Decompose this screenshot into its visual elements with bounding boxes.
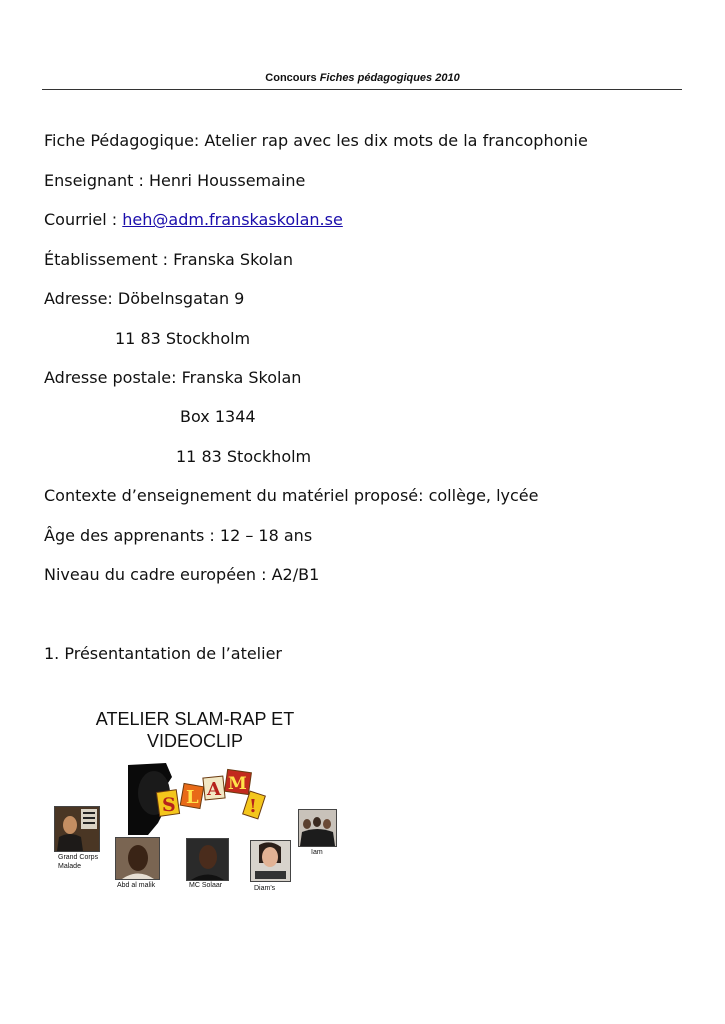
header-italic: Fiches pédagogiques 2010 [319, 72, 460, 84]
age-line: Âge des apprenants : 12 – 18 ans [44, 526, 313, 545]
context-line: Contexte d’enseignement du matériel proposé: collège, lycée [44, 486, 539, 505]
postal-city: 11 83 Stockholm [176, 447, 312, 466]
email-link[interactable]: heh@adm.franskaskolan.se [122, 210, 343, 229]
slam-logo [128, 763, 268, 835]
caption-mc-solaar: MC Solaar [189, 882, 223, 889]
email-line [44, 210, 343, 230]
artist-photo-mc-solaar [186, 838, 229, 881]
slam-letter-l: L [186, 787, 199, 808]
caption-grand-corps-malade: Grand Corps Malade [58, 854, 99, 870]
level-line: Niveau du cadre européen : A2/B1 [44, 565, 320, 584]
section-heading: 1. Présentantation de l’atelier [44, 644, 282, 663]
teacher-line: Enseignant : Henri Houssemaine [44, 171, 306, 190]
header-prefix: Concours [265, 72, 317, 84]
artist-photo-iam [298, 809, 337, 847]
slam-letter-s: S [162, 794, 176, 816]
school-line: Établissement : Franska Skolan [44, 250, 293, 269]
caption-abd-al-malik: Abd al malik [117, 882, 156, 889]
slam-letter-m: M [228, 774, 247, 794]
postal-box: Box 1344 [180, 407, 256, 426]
slam-letter-bang: ! [249, 796, 257, 817]
address-line: Adresse: Döbelnsgatan 9 [44, 289, 245, 308]
page-header [0, 72, 725, 84]
artist-photo-grand-corps-malade [54, 806, 100, 852]
artist-photo-diams [250, 840, 291, 882]
email-label: Courriel : [44, 210, 123, 229]
caption-iam: Iam [311, 849, 323, 856]
doc-title: Fiche Pédagogique: Atelier rap avec les dix mots de la francophonie [44, 131, 588, 150]
address-city: 11 83 Stockholm [115, 329, 251, 348]
atelier-title: ATELIER SLAM-RAP ET VIDEOCLIP [95, 709, 295, 751]
artist-photo-abd-al-malik [115, 837, 160, 880]
caption-diams: Diam's [254, 885, 276, 892]
postal-line: Adresse postale: Franska Skolan [44, 368, 302, 387]
header-rule [42, 89, 682, 90]
slam-letter-a: A [207, 779, 221, 800]
